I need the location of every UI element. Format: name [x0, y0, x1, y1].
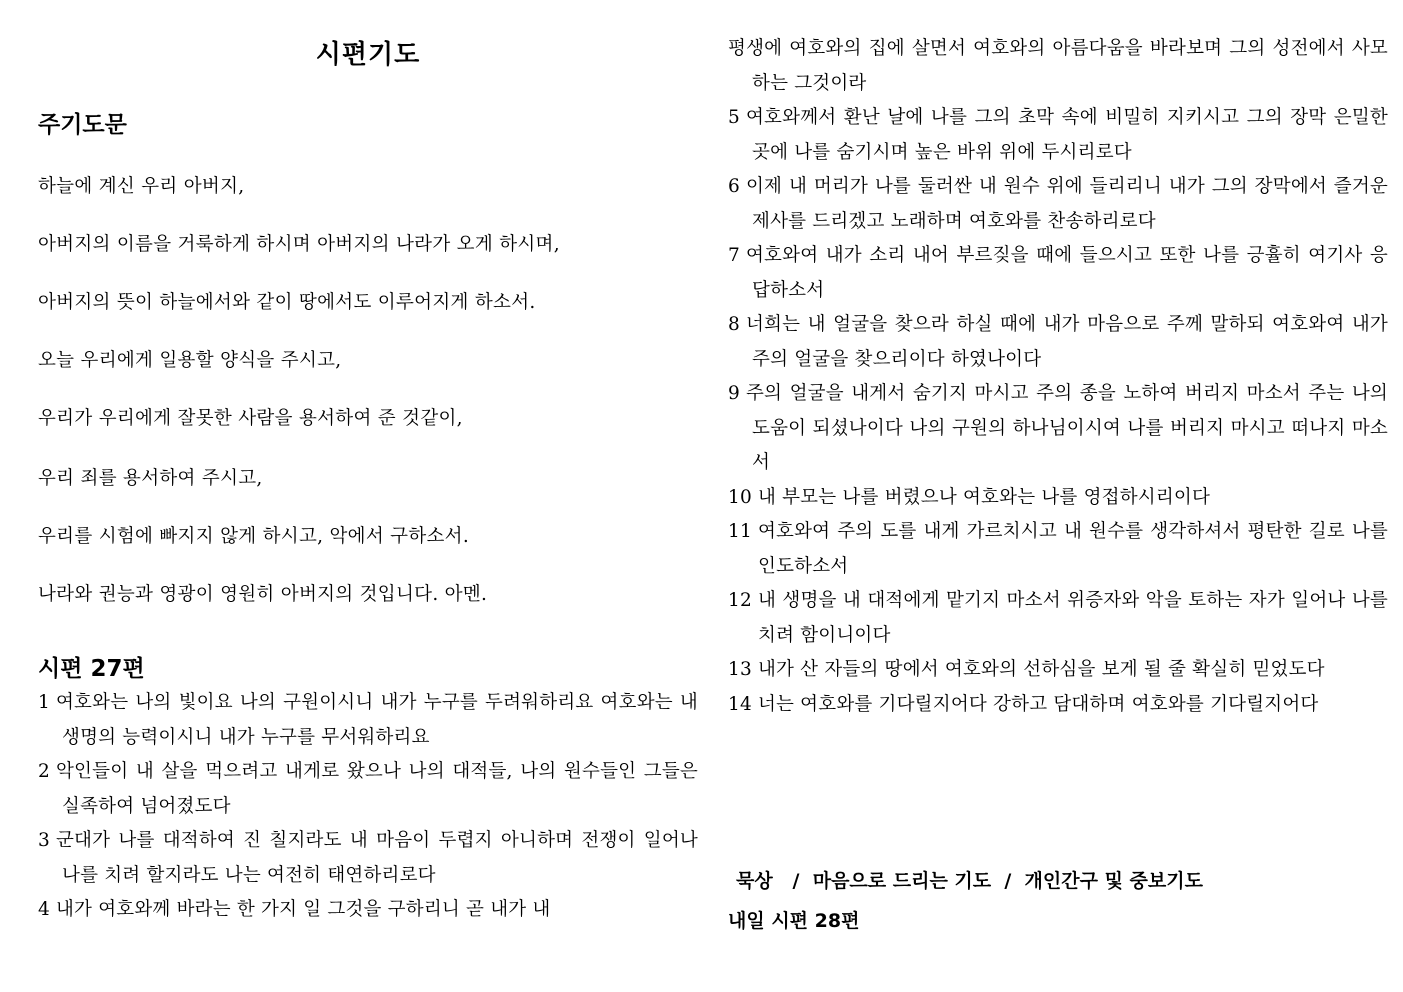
verse-number: 13 — [728, 659, 752, 680]
verse-text: 여호와께서 환난 날에 나를 그의 초막 속에 비밀히 지키시고 그의 장막 은밀한 곳에 나를 숨기시며 높은 바위 위에 두시리로다 — [745, 107, 1388, 163]
verse-number: 11 — [728, 521, 752, 542]
psalm-verse — [728, 170, 1388, 239]
psalm-verse — [728, 101, 1388, 170]
verse-number: 6 — [728, 176, 740, 197]
verse-number: 1 — [38, 692, 50, 713]
verse-text: 평생에 여호와의 집에 살면서 여호와의 아름다움을 바라보며 그의 성전에서 사모하는 그것이라 — [728, 38, 1388, 94]
verse-text: 너는 여호와를 기다릴지어다 강하고 담대하며 여호와를 기다릴지어다 — [757, 693, 1319, 715]
prayer-line: 아버지의 이름을 거룩하게 하시며 아버지의 나라가 오게 하시며, — [38, 234, 560, 255]
verse-text: 내가 산 자들의 땅에서 여호와의 선하심을 보게 될 줄 확실히 믿었도다 — [757, 659, 1325, 680]
verse-text: 군대가 나를 대적하여 진 칠지라도 내 마음이 두렵지 아니하며 전쟁이 일어나 나를 치려 할지라도 나는 여전히 태연하리로다 — [55, 830, 698, 886]
prayer-line: 우리를 시험에 빠지지 않게 하시고, 악에서 구하소서. — [38, 526, 470, 547]
verse-number: 7 — [728, 245, 740, 266]
psalm-verse — [728, 584, 1388, 653]
psalm-verse — [728, 515, 1388, 584]
psalm-heading: 시편 27편 — [38, 656, 145, 682]
psalm-verse — [728, 308, 1388, 377]
psalm-verse-continued — [728, 32, 1388, 101]
verse-text: 여호와여 주의 도를 내게 가르치시고 내 원수를 생각하셔서 평탄한 길로 나를 인도하소서 — [757, 521, 1388, 577]
verse-number: 5 — [728, 107, 740, 128]
psalm-verses-left — [38, 686, 698, 928]
closing-items: 묵상 / 마음으로 드리는 기도 / 개인간구 및 중보기도 — [736, 870, 1203, 892]
psalm-verse — [38, 824, 698, 893]
verse-text: 내 생명을 내 대적에게 맡기지 마소서 위증자와 악을 토하는 자가 일어나 나를 치려 함이니이다 — [757, 590, 1388, 646]
verse-text: 너희는 내 얼굴을 찾으라 하실 때에 내가 마음으로 주께 말하되 여호와여 내가 주의 얼굴을 찾으리이다 하였나이다 — [745, 314, 1388, 370]
verse-text: 내 부모는 나를 버렸으나 여호와는 나를 영접하시리이다 — [757, 486, 1211, 508]
lords-prayer-heading: 주기도문 — [38, 112, 127, 138]
psalm-verse — [728, 653, 1388, 688]
verse-text: 내가 여호와께 바라는 한 가지 일 그것을 구하리니 곧 내가 내 — [55, 899, 551, 920]
prayer-line: 우리 죄를 용서하여 주시고, — [38, 468, 263, 489]
prayer-line: 우리가 우리에게 잘못한 사람을 용서하여 준 것같이, — [38, 408, 463, 429]
prayer-line: 아버지의 뜻이 하늘에서와 같이 땅에서도 이루어지게 하소서. — [38, 292, 536, 313]
verse-text: 주의 얼굴을 내게서 숨기지 마시고 주의 종을 노하여 버리지 마소서 주는 나의 도움이 되셨나이다 나의 구원의 하나님이시여 나를 버리지 마시고 떠나지 마소서 — [745, 383, 1388, 473]
verse-number: 12 — [728, 590, 752, 611]
psalm-verses-right — [728, 32, 1388, 722]
psalm-verse — [728, 481, 1388, 516]
verse-number: 3 — [38, 830, 50, 851]
page-title: 시편기도 — [315, 40, 421, 70]
verse-text: 악인들이 내 살을 먹으려고 내게로 왔으나 나의 대적들, 나의 원수들인 그들은 실족하여 넘어졌도다 — [55, 761, 698, 817]
verse-number: 14 — [728, 693, 752, 715]
verse-text: 여호와여 내가 소리 내어 부르짖을 때에 들으시고 또한 나를 긍휼히 여기사 응답하소서 — [745, 245, 1388, 301]
prayer-line: 나라와 권능과 영광이 영원히 아버지의 것입니다. 아멘. — [38, 584, 488, 605]
verse-text: 이제 내 머리가 나를 둘러싼 내 원수 위에 들리리니 내가 그의 장막에서 즐거운 제사를 드리겠고 노래하며 여호와를 찬송하리로다 — [745, 176, 1388, 232]
psalm-verse — [728, 688, 1388, 723]
psalm-verse — [38, 686, 698, 755]
verse-text: 여호와는 나의 빛이요 나의 구원이시니 내가 누구를 두려워하리요 여호와는 내 생명의 능력이시니 내가 누구를 무서워하리요 — [55, 692, 698, 748]
verse-number: 8 — [728, 314, 740, 335]
verse-number: 9 — [728, 383, 740, 404]
tomorrow-reading: 내일 시편 28편 — [728, 910, 860, 932]
psalm-verse — [728, 239, 1388, 308]
psalm-verse — [728, 377, 1388, 481]
prayer-line: 오늘 우리에게 일용할 양식을 주시고, — [38, 350, 342, 371]
verse-number: 2 — [38, 761, 50, 782]
prayer-line: 하늘에 계신 우리 아버지, — [38, 176, 245, 197]
verse-number: 10 — [728, 486, 752, 508]
verse-number: 4 — [38, 899, 50, 920]
psalm-verse — [38, 755, 698, 824]
psalm-verse — [38, 893, 698, 928]
